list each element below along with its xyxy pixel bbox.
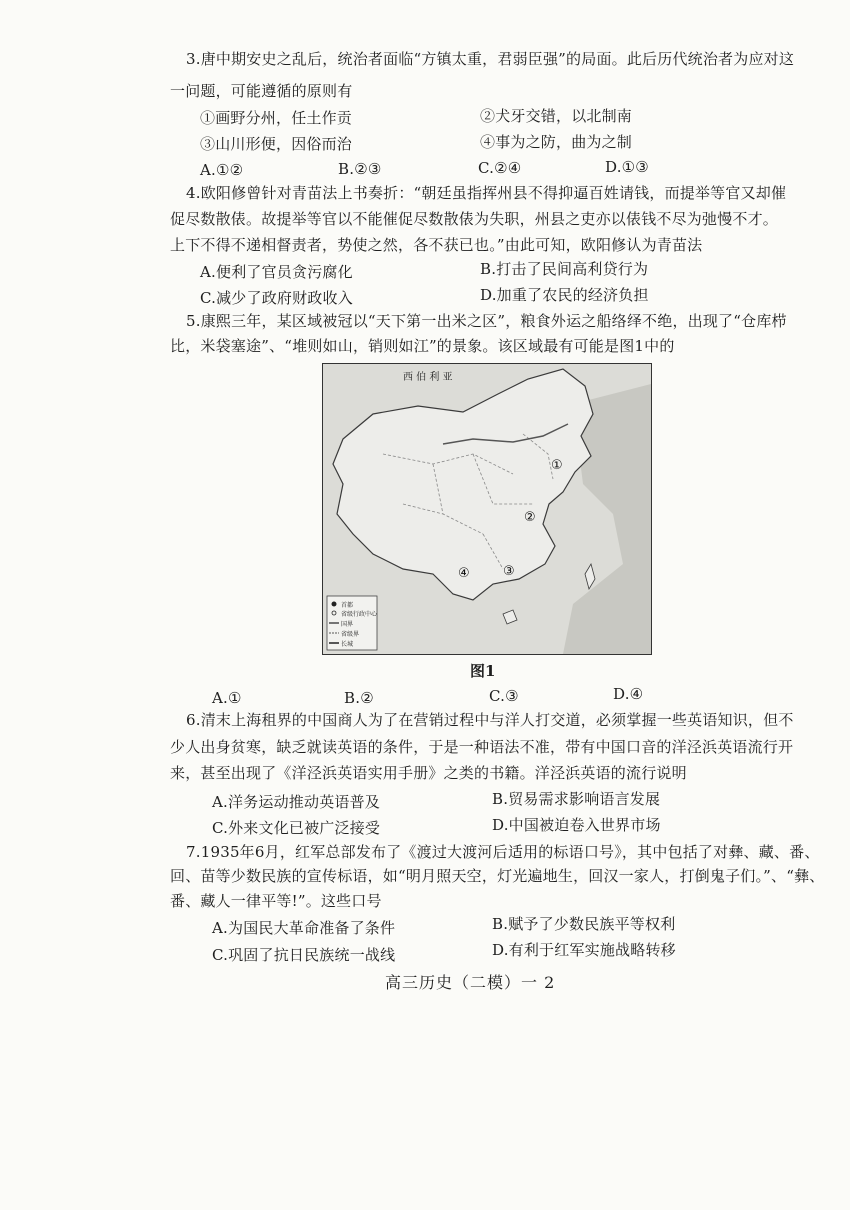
map-figure	[322, 363, 652, 655]
q3-option-a: A.①②	[200, 161, 244, 179]
legend-item-capital: 首都	[341, 602, 354, 609]
q3-option-b: B.②③	[338, 160, 382, 178]
q3-stem-line-2: 一问题，可能遵循的原则有	[170, 82, 353, 100]
q4-stem-line-1: 4.欧阳修曾针对青苗法上书奏折：“朝廷虽指挥州县不得抑逼百姓请钱，而提举等官又却催	[186, 184, 787, 202]
q3-item-1: ①画野分州，任土作贡	[200, 109, 353, 127]
q6-option-b: B.贸易需求影响语言发展	[492, 790, 661, 808]
q4-option-d: D.加重了农民的经济负担	[480, 286, 649, 304]
q3-option-d: D.①③	[605, 158, 649, 176]
q4-stem-line-3: 上下不得不递相督责者，势使之然，各不获已也。”由此可知，欧阳修认为青苗法	[170, 236, 703, 254]
q7-option-a: A.为国民大革命准备了条件	[212, 919, 396, 937]
q7-option-c: C.巩固了抗日民族统一战线	[212, 946, 396, 964]
page-footer: 高三历史（二模）一 2	[385, 973, 556, 992]
q6-option-d: D.中国被迫卷入世界市场	[492, 816, 661, 834]
q6-option-c: C.外来文化已被广泛接受	[212, 819, 381, 837]
map-title: 西 伯 利 亚	[403, 372, 453, 383]
q4-option-a: A.便利了官员贪污腐化	[200, 263, 353, 281]
q3-item-3: ③山川形便，因俗而治	[200, 135, 353, 153]
q6-stem-line-3: 来，甚至出现了《洋泾浜英语实用手册》之类的书籍。洋泾浜英语的流行说明	[170, 764, 687, 782]
q6-option-a: A.洋务运动推动英语普及	[212, 793, 381, 811]
map-legend	[327, 596, 378, 650]
legend-item-provincial-border: 省级界	[341, 631, 360, 638]
map-marker-4: ④	[458, 566, 470, 581]
q5-stem-line-1: 5.康熙三年，某区域被冠以“天下第一出米之区”，粮食外运之船络绎不绝，出现了“仓库栉	[186, 312, 787, 330]
q5-stem-line-2: 比，米袋塞途”、“堆则如山，销则如江”的景象。该区域最有可能是图1中的	[170, 337, 675, 355]
q4-stem-line-2: 促尽数散俵。故提举等官以不能催促尽数散俵为失职，州县之吏亦以俵钱不尽为弛慢不才。	[170, 210, 779, 228]
legend-item-provincial-capital: 省级行政中心	[341, 611, 378, 618]
q3-stem-line-1: 3.唐中期安史之乱后，统治者面临“方镇太重，君弱臣强”的局面。此后历代统治者为应对这	[186, 50, 795, 68]
q5-option-b: B.②	[344, 689, 374, 707]
q5-option-c: C.③	[489, 687, 519, 705]
legend-item-great-wall: 长城	[341, 641, 354, 648]
q4-option-c: C.减少了政府财政收入	[200, 289, 353, 307]
q7-stem-line-2: 回、苗等少数民族的宣传标语，如“明月照天空，灯光遍地生，回汉一家人，打倒鬼子们。”、“彝、	[170, 867, 825, 885]
q3-item-2: ②犬牙交错，以北制南	[480, 107, 633, 125]
q6-stem-line-1: 6.清末上海租界的中国商人为了在营销过程中与洋人打交道，必须掌握一些英语知识，但不	[186, 711, 794, 729]
figure-caption: 图1	[470, 662, 496, 680]
q6-stem-line-2: 少人出身贫寒，缺乏就读英语的条件，于是一种语法不准，带有中国口音的洋泾浜英语流行开	[170, 738, 794, 756]
legend-item-national-border: 国界	[341, 621, 354, 628]
q3-option-c: C.②④	[478, 159, 522, 177]
map-marker-3: ③	[503, 564, 515, 579]
q7-option-b: B.赋予了少数民族平等权利	[492, 915, 676, 933]
q5-option-d: D.④	[613, 685, 644, 703]
q4-option-b: B.打击了民间高利贷行为	[480, 260, 649, 278]
q5-option-a: A.①	[212, 689, 242, 707]
q3-item-4: ④事为之防，曲为之制	[480, 133, 633, 151]
q7-stem-line-1: 7.1935年6月，红军总部发布了《渡过大渡河后适用的标语口号》，其中包括了对彝、藏、番、	[186, 843, 820, 861]
q7-stem-line-3: 番、藏人一律平等!”。这些口号	[170, 892, 382, 910]
q7-option-d: D.有利于红军实施战略转移	[492, 941, 676, 959]
map-marker-2: ②	[524, 510, 536, 525]
map-marker-1: ①	[551, 458, 563, 473]
